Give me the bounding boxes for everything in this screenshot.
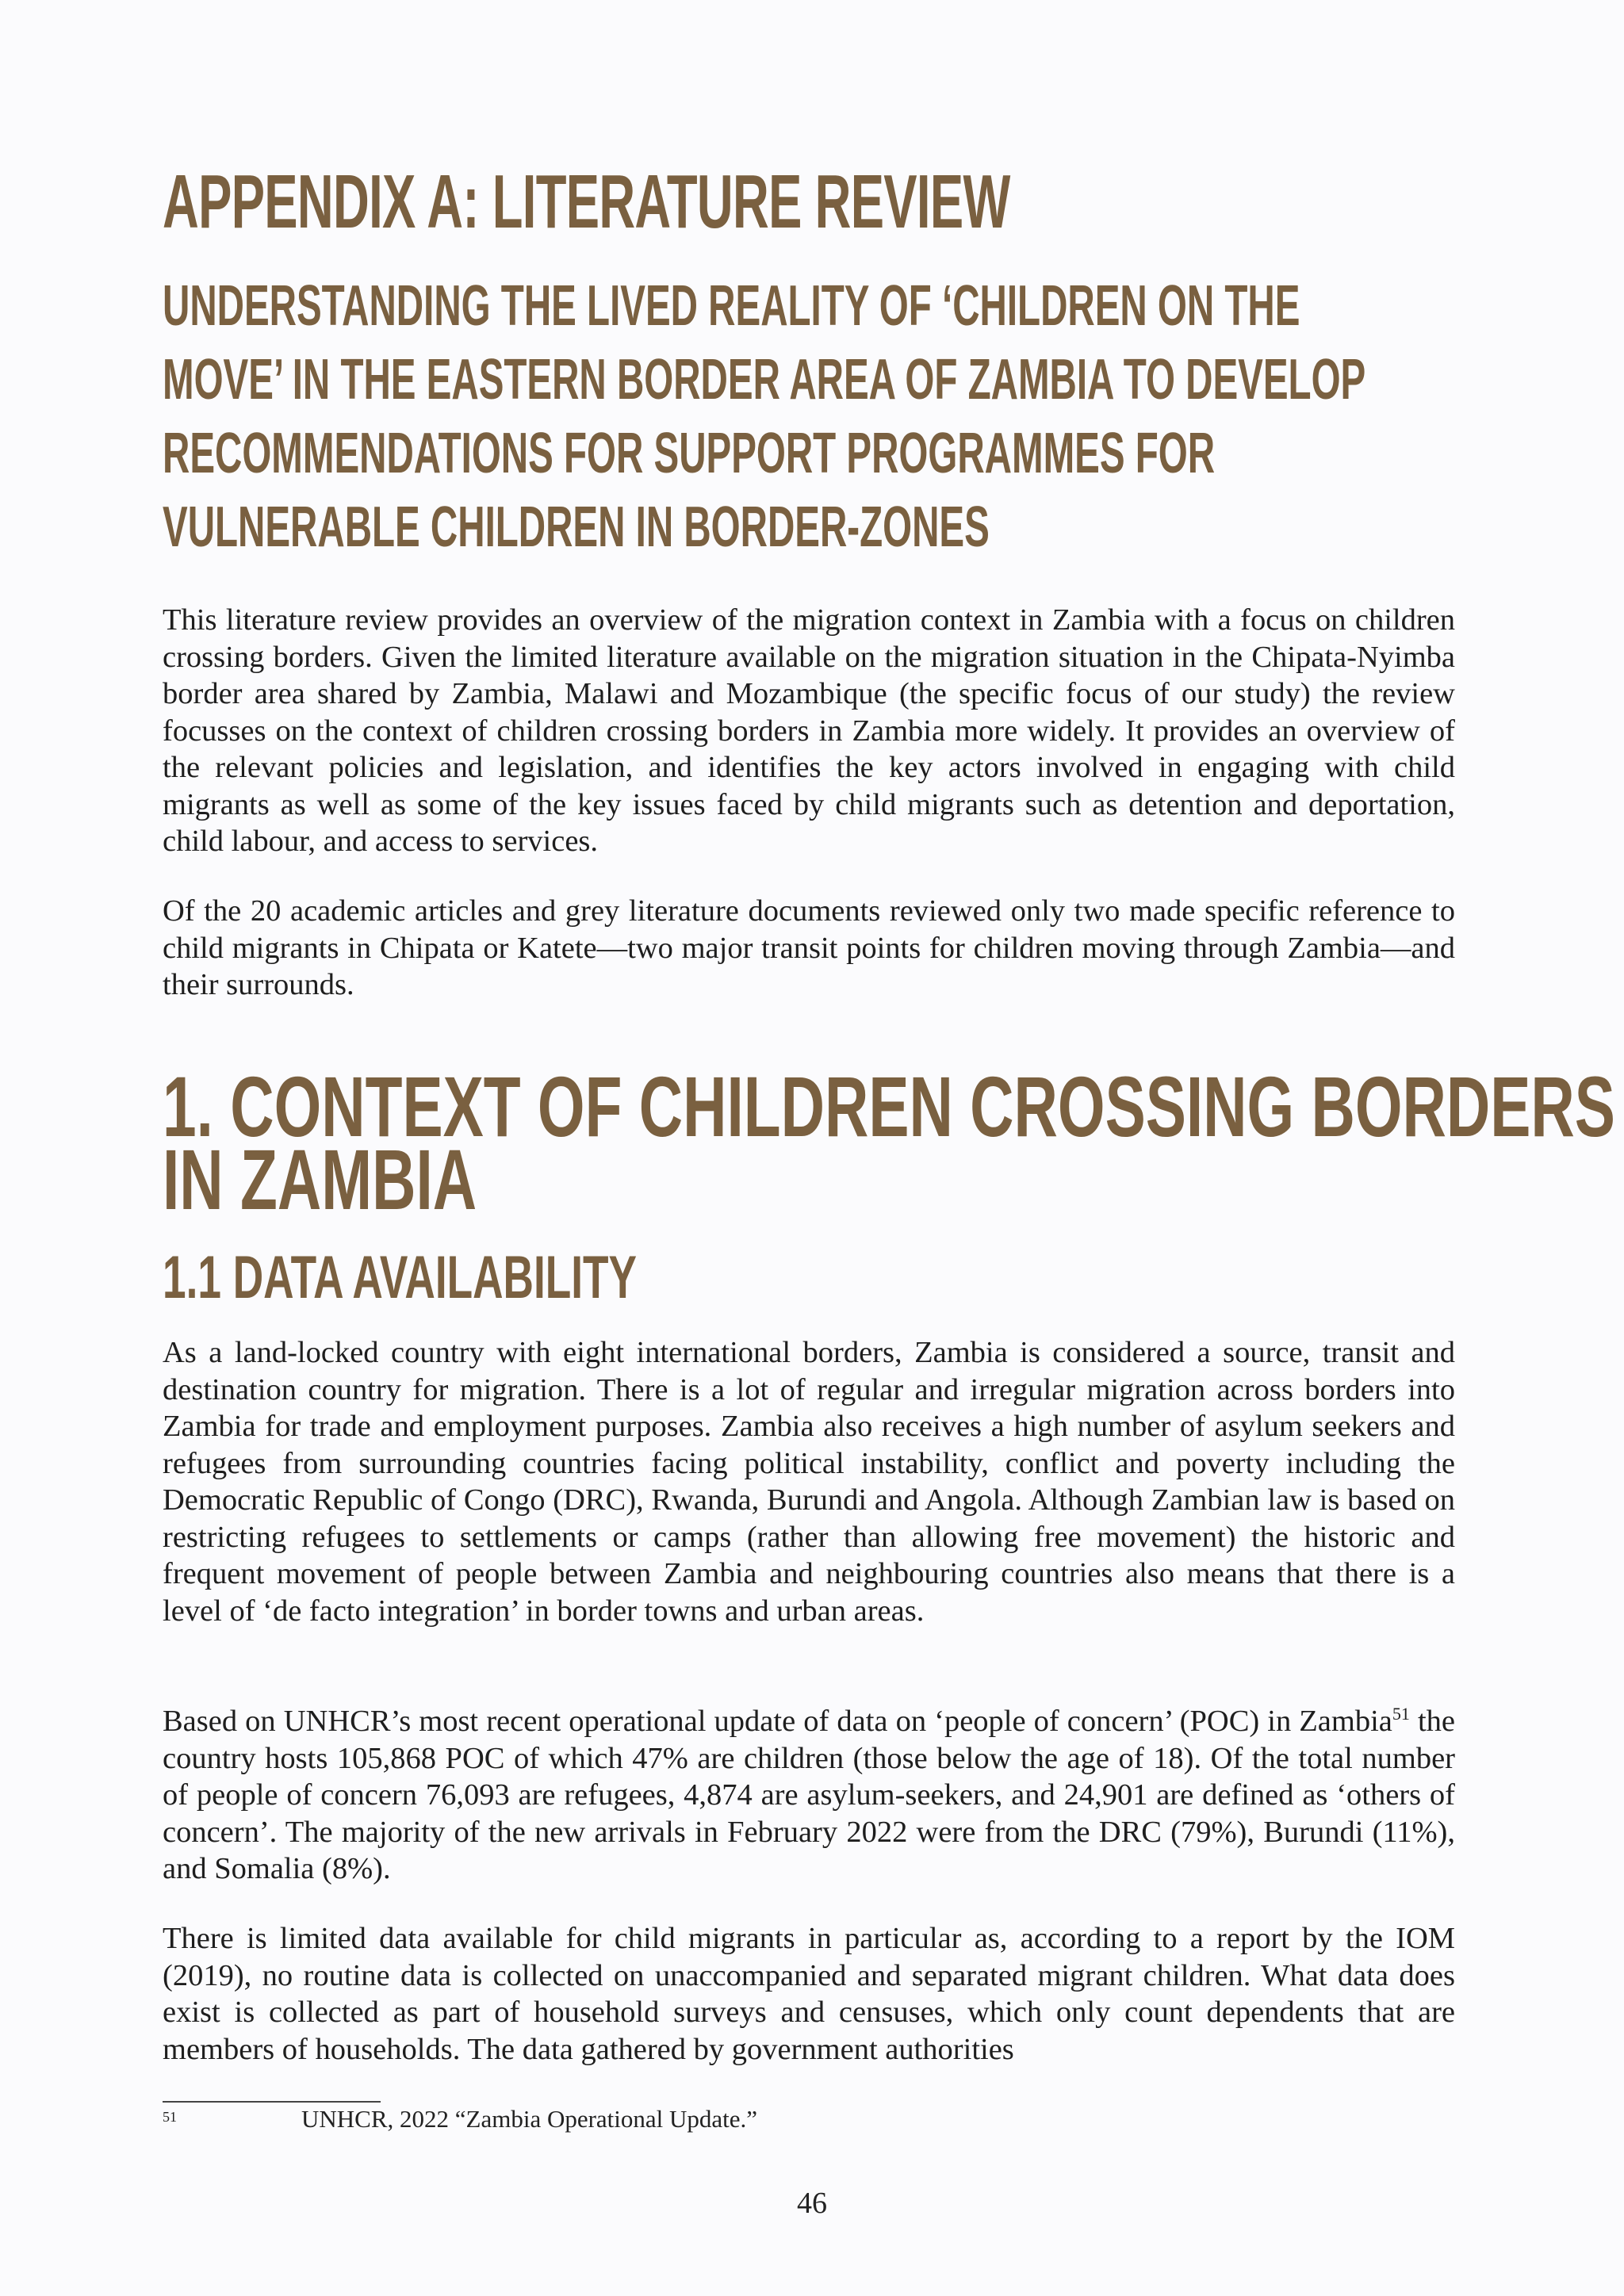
section-paragraph [163,1703,1455,1888]
footnote-number: 51 [163,2109,177,2125]
section-paragraph: There is limited data available for child migrants in particular as, according to a report by the IOM (2019), no routine data is collected on unaccompanied and separated migrant children. What data does exist is collected as part of household surveys and censuses, which only count dependents that are members of households. The data gathered by government authorities [163,1922,1455,2066]
paragraph-text: the country hosts 105,868 POC of which 47% are children (those below the age of 18). Of the total number of people of concern 76,093 are refugees, 4,874 are asylum-seekers, and 24,901 are defined as ‘others of concern’. The majority of the new arrivals in February 2022 were from the DRC (79%), Burundi (11%), and Somalia (8%). [163,1705,1455,1885]
subtitle-line: UNDERSTANDING THE LIVED REALITY OF ‘CHILDREN ON THE [163,274,1300,338]
section-title-line: 1. CONTEXT OF CHILDREN CROSSING BORDERS [163,1058,1615,1154]
subtitle-line: VULNERABLE CHILDREN IN BORDER-ZONES [163,496,990,559]
subtitle-line: RECOMMENDATIONS FOR SUPPORT PROGRAMMES FOR [163,422,1216,485]
intro-paragraph: This literature review provides an overview of the migration context in Zambia with a focus on children crossing borders. Given the limited literature available on the migration situation in the Chipata-Nyimba border area shared by Zambia, Malawi and Mozambique (the specific focus of our study) the review focusses on the context of children crossing borders in Zambia more widely. It provides an overview of the relevant policies and legislation, and identifies the key actors involved in engaging with child migrants as well as some of the key issues faced by child migrants such as detention and deportation, child labour, and access to services. [163,603,1455,858]
intro-paragraph: Of the 20 academic articles and grey literature documents reviewed only two made specific reference to child migrants in Chipata or Katete—two major transit points for children moving through Zambia—and their surrounds. [163,894,1455,1001]
footnote-reference[interactable]: 51 [1392,1704,1410,1724]
section-paragraph: As a land-locked country with eight international borders, Zambia is considered a source, transit and destination country for migration. There is a lot of regular and irregular migration across borders into Zambia for trade and employment purposes. Zambia also receives a high number of asylum seekers and refugees from surrounding countries facing political instability, conflict and poverty including the Democratic Republic of Congo (DRC), Rwanda, Burundi and Angola. Although Zambian law is based on restricting refugees to settlements or camps (rather than allowing free movement) the historic and frequent movement of people between Zambia and neighbouring countries also means that there is a level of ‘de facto integration’ in border towns and urban areas. [163,1336,1455,1628]
section-title [163,1058,1615,1227]
appendix-subtitle [163,270,1365,564]
footnote-text: UNHCR, 2022 “Zambia Operational Update.” [301,2105,758,2133]
appendix-title: APPENDIX A: LITERATURE REVIEW [163,159,1010,244]
section-title-line: IN ZAMBIA [163,1131,477,1227]
footnote-divider [163,2101,381,2103]
subsection-title: 1.1 DATA AVAILABILITY [163,1244,638,1311]
page-number: 46 [797,2187,827,2220]
paragraph-text: Based on UNHCR’s most recent operational update of data on ‘people of concern’ (POC) in Zambia [163,1705,1392,1738]
subtitle-line: MOVE’ IN THE EASTERN BORDER AREA OF ZAMBIA TO DEVELOP [163,348,1366,411]
